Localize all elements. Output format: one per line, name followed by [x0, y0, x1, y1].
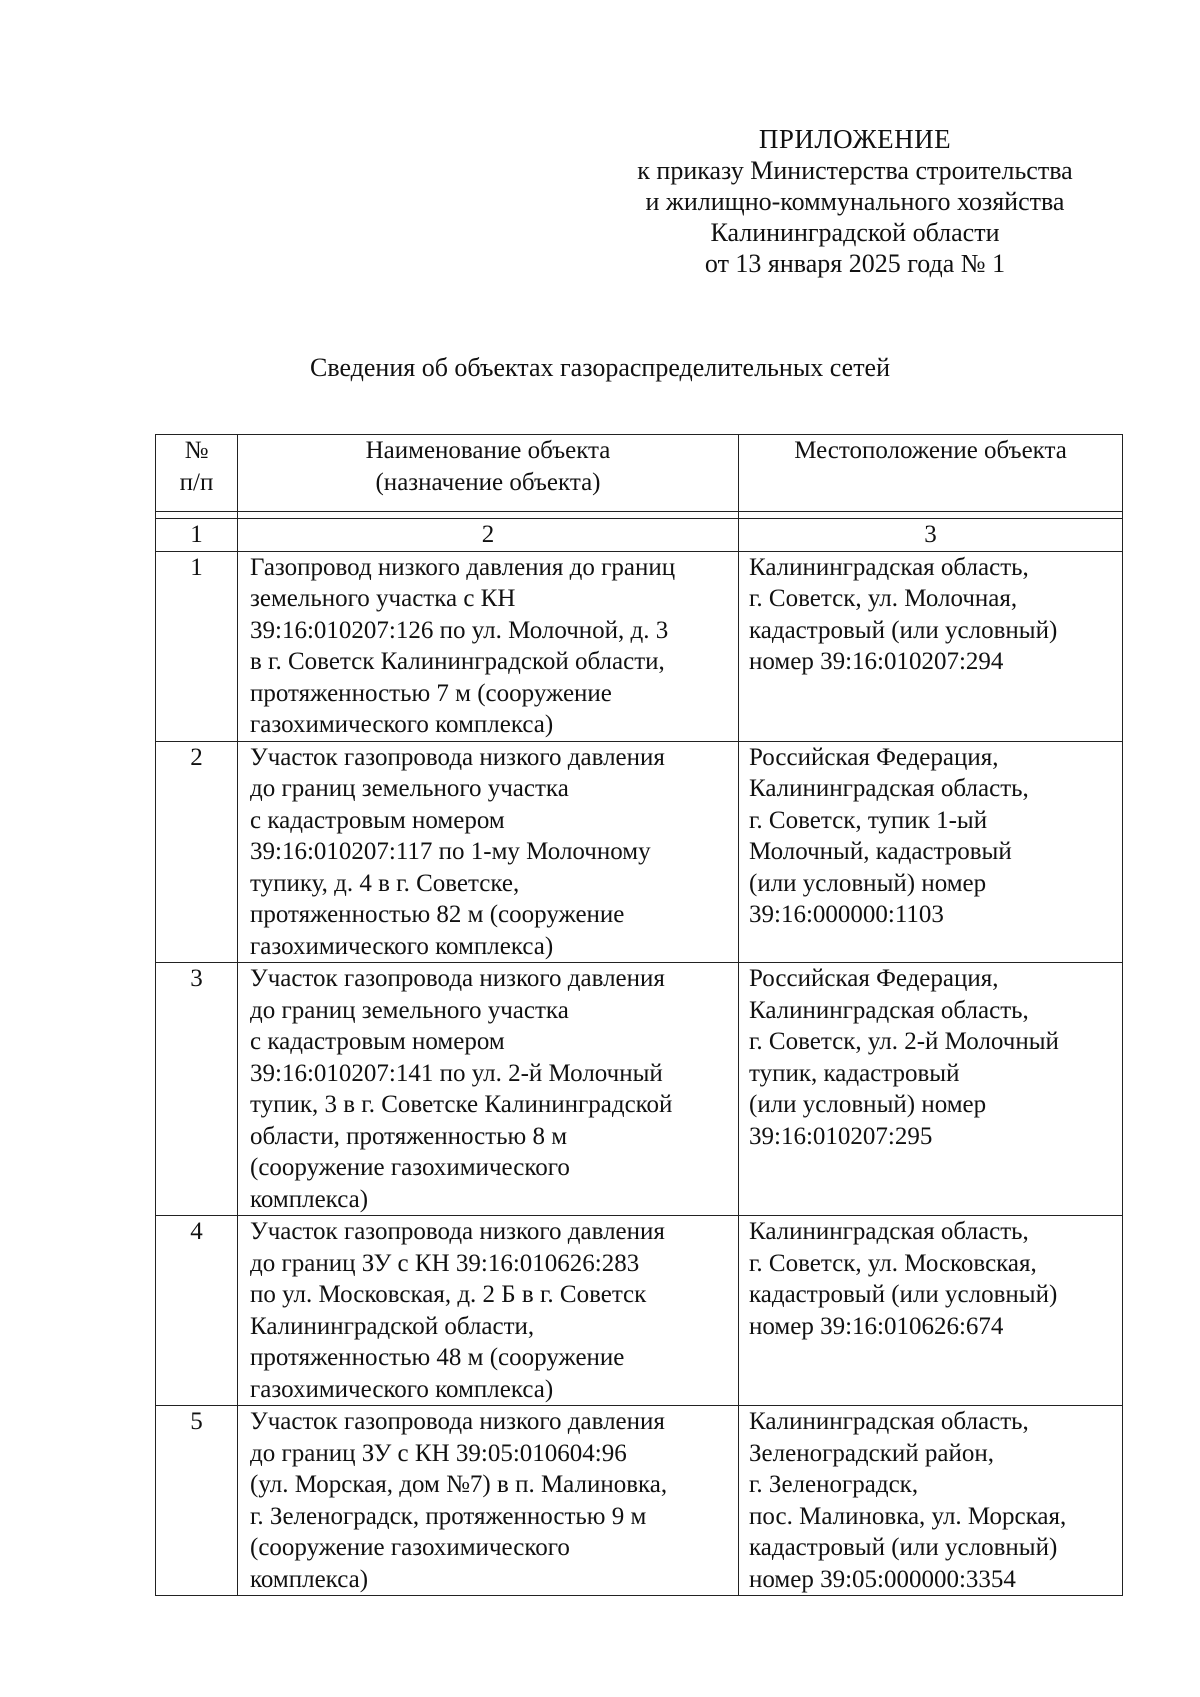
row-location: Калининградская область, г. Советск, ул. Молочная, кадастровый (или условный) номер 39:16:010207:294: [739, 551, 1123, 741]
row-name: Газопровод низкого давления до границ земельного участка с КН 39:16:010207:126 по ул. Молочной, д. 3 в г. Советск Калининградской области, протяженностью 7 м (сооружение газохимического комплекса): [238, 551, 739, 741]
table-row: [156, 551, 1123, 741]
row-name: Участок газопровода низкого давления до границ ЗУ с КН 39:05:010604:96 (ул. Морская, дом №7) в п. Малиновка, г. Зеленоградск, протяженностью 9 м (сооружение газохимического комплекса): [238, 1406, 739, 1596]
row-num: 3: [156, 963, 238, 1216]
column-number-3: 3: [739, 519, 1123, 552]
row-name: Участок газопровода низкого давления до границ земельного участка с кадастровым номером 39:16:010207:117 по 1-му Молочному тупику, д. 4 в г. Советске, протяженностью 82 м (сооружение газохимического комплекса): [238, 741, 739, 963]
row-location: Калининградская область, Зеленоградский район, г. Зеленоградск, пос. Малиновка, ул. Морская, кадастровый (или условный) номер 39:05:000000:3354: [739, 1406, 1123, 1596]
appendix-line-1: к приказу Министерства строительства: [637, 156, 1073, 185]
row-location: Российская Федерация, Калининградская область, г. Советск, тупик 1-ый Молочный, кадастровый (или условный) номер 39:16:000000:1103: [739, 741, 1123, 963]
row-location: Российская Федерация, Калининградская область, г. Советск, ул. 2-й Молочный тупик, кадастровый (или условный) номер 39:16:010207:295: [739, 963, 1123, 1216]
row-num: 5: [156, 1406, 238, 1596]
appendix-line-2: и жилищно-коммунального хозяйства: [645, 187, 1065, 216]
table-row: [156, 963, 1123, 1216]
column-number-row: [156, 519, 1123, 552]
appendix-block: [560, 124, 1150, 279]
header-location: Местоположение объекта: [739, 435, 1123, 512]
column-number-2: 2: [238, 519, 739, 552]
column-number-1: 1: [156, 519, 238, 552]
appendix-line-3: Калининградской области: [710, 218, 1000, 247]
table-header-row: [156, 435, 1123, 512]
gap-cell: [238, 512, 739, 519]
row-num: 4: [156, 1216, 238, 1406]
objects-table: [155, 434, 1123, 1596]
row-location: Калининградская область, г. Советск, ул. Московская, кадастровый (или условный) номер 39:16:010626:674: [739, 1216, 1123, 1406]
gap-cell: [739, 512, 1123, 519]
row-num: 1: [156, 551, 238, 741]
row-name: Участок газопровода низкого давления до границ земельного участка с кадастровым номером 39:16:010207:141 по ул. 2-й Молочный тупик, 3 в г. Советске Калининградской области, протяженностью 8 м (сооружение газохимического комплекса): [238, 963, 739, 1216]
document-title: Сведения об объектах газораспределительных сетей: [309, 353, 891, 382]
header-name: Наименование объекта (назначение объекта): [238, 435, 739, 512]
table-row: [156, 1406, 1123, 1596]
table-gap-row: [156, 512, 1123, 519]
appendix-line-4: от 13 января 2025 года № 1: [704, 249, 1006, 278]
row-name: Участок газопровода низкого давления до границ ЗУ с КН 39:16:010626:283 по ул. Московская, д. 2 Б в г. Советск Калининградской области, протяженностью 48 м (сооружение газохимического комплекса): [238, 1216, 739, 1406]
header-num: № п/п: [156, 435, 238, 512]
row-num: 2: [156, 741, 238, 963]
gap-cell: [156, 512, 238, 519]
table-row: [156, 1216, 1123, 1406]
appendix-title: ПРИЛОЖЕНИЕ: [758, 124, 952, 154]
table-row: [156, 741, 1123, 963]
